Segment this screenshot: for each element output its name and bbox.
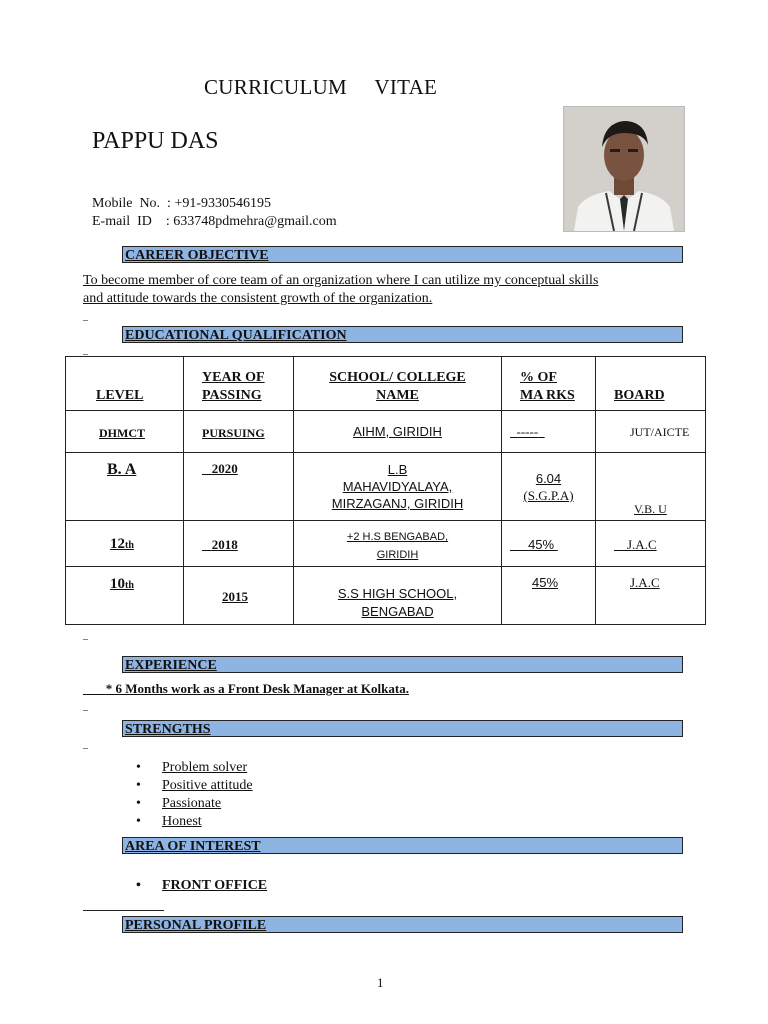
section-area-of-interest: AREA OF INTEREST <box>122 837 683 854</box>
list-item: • Positive attitude <box>136 777 253 795</box>
header-year-1: YEAR OF <box>202 370 265 385</box>
cell-year: 2015 <box>222 589 248 604</box>
cell-year: 2018 <box>211 537 238 552</box>
cell-school-line: MIRZAGANJ, GIRIDIH <box>331 496 464 511</box>
strengths-list <box>136 759 253 831</box>
objective-line-1: To become member of core team of an organization where I can utilize my conceptual skills <box>83 273 599 288</box>
table-row <box>66 567 706 625</box>
cell-level: 10th <box>110 576 134 592</box>
blank-mark: _ <box>83 630 88 641</box>
cell-marks: ----- <box>516 424 539 439</box>
header-marks-2: MA RKS <box>520 388 575 403</box>
header-school-2: NAME <box>376 388 419 403</box>
mobile-value: +91-9330546195 <box>174 196 272 211</box>
cell-board: JUT/AICTE <box>630 425 690 439</box>
section-education: EDUCATIONAL QUALIFICATION <box>122 326 683 343</box>
profile-photo <box>563 106 685 232</box>
document-title: CURRICULUM VITAE <box>204 75 438 99</box>
list-item: • FRONT OFFICE <box>136 877 267 895</box>
email-line <box>92 214 337 230</box>
section-career-objective: CAREER OBJECTIVE <box>122 246 683 263</box>
list-item: • Honest <box>136 813 253 831</box>
divider <box>83 910 164 911</box>
header-school-1: SCHOOL/ COLLEGE <box>329 370 466 385</box>
cell-level: 12th <box>110 536 134 552</box>
header-board: BOARD <box>614 388 665 403</box>
education-table <box>65 356 706 625</box>
blank-mark: _ <box>83 739 88 750</box>
cell-marks-1: 6.04 <box>535 471 562 486</box>
table-header-row <box>66 357 706 411</box>
interests-list <box>136 877 267 895</box>
cell-board: J.A.C <box>630 575 660 590</box>
blank-mark: _ <box>83 311 88 322</box>
section-strengths: STRENGTHS <box>122 720 683 737</box>
header-year-2: PASSING <box>202 388 262 403</box>
blank-mark: _ <box>83 345 88 356</box>
page-number: 1 <box>377 975 384 990</box>
cell-school-line: BENGABAD <box>361 604 434 619</box>
list-item: • Problem solver <box>136 759 253 777</box>
candidate-name: PAPPU DAS <box>92 128 219 154</box>
cell-board: J.A.C <box>627 537 657 552</box>
cell-school-line: MAHAVIDYALAYA, <box>342 479 453 494</box>
email-value: 633748pdmehra@gmail.com <box>173 214 337 229</box>
cell-school-line: S.S HIGH SCHOOL, <box>337 586 458 601</box>
table-row <box>66 521 706 567</box>
cell-marks: 45% <box>532 575 559 590</box>
cell-school-line: GIRIDIH <box>376 549 419 561</box>
email-label: E-mail ID : <box>92 214 174 229</box>
section-personal-profile: PERSONAL PROFILE <box>122 916 683 933</box>
cell-year: PURSUING <box>202 426 265 440</box>
cell-marks-2: (S.G.P.A) <box>523 488 574 503</box>
table-row <box>66 411 706 453</box>
cell-level: B. A <box>107 461 137 478</box>
objective-line-2: and attitude towards the consistent growth of the organization. <box>83 291 433 306</box>
cell-year: 2020 <box>211 461 238 476</box>
mobile-label: Mobile No. : <box>92 196 175 211</box>
table-row <box>66 453 706 521</box>
list-item: • Passionate <box>136 795 253 813</box>
section-experience: EXPERIENCE <box>122 656 683 673</box>
blank-mark: _ <box>83 701 88 712</box>
cell-school: AIHM, GIRIDIH <box>353 424 442 439</box>
cell-marks: 45% <box>528 537 555 552</box>
header-level: LEVEL <box>96 388 144 403</box>
cell-school-line: +2 H.S BENGABAD, <box>346 531 449 543</box>
cell-level: DHMCT <box>99 426 145 440</box>
cell-board: V.B. U <box>634 502 667 516</box>
experience-item: * 6 Months work as a Front Desk Manager at Kolkata. <box>105 681 409 696</box>
header-marks-1: % OF <box>520 370 557 385</box>
mobile-line <box>92 196 271 212</box>
cell-school-line: L.B <box>387 462 408 477</box>
